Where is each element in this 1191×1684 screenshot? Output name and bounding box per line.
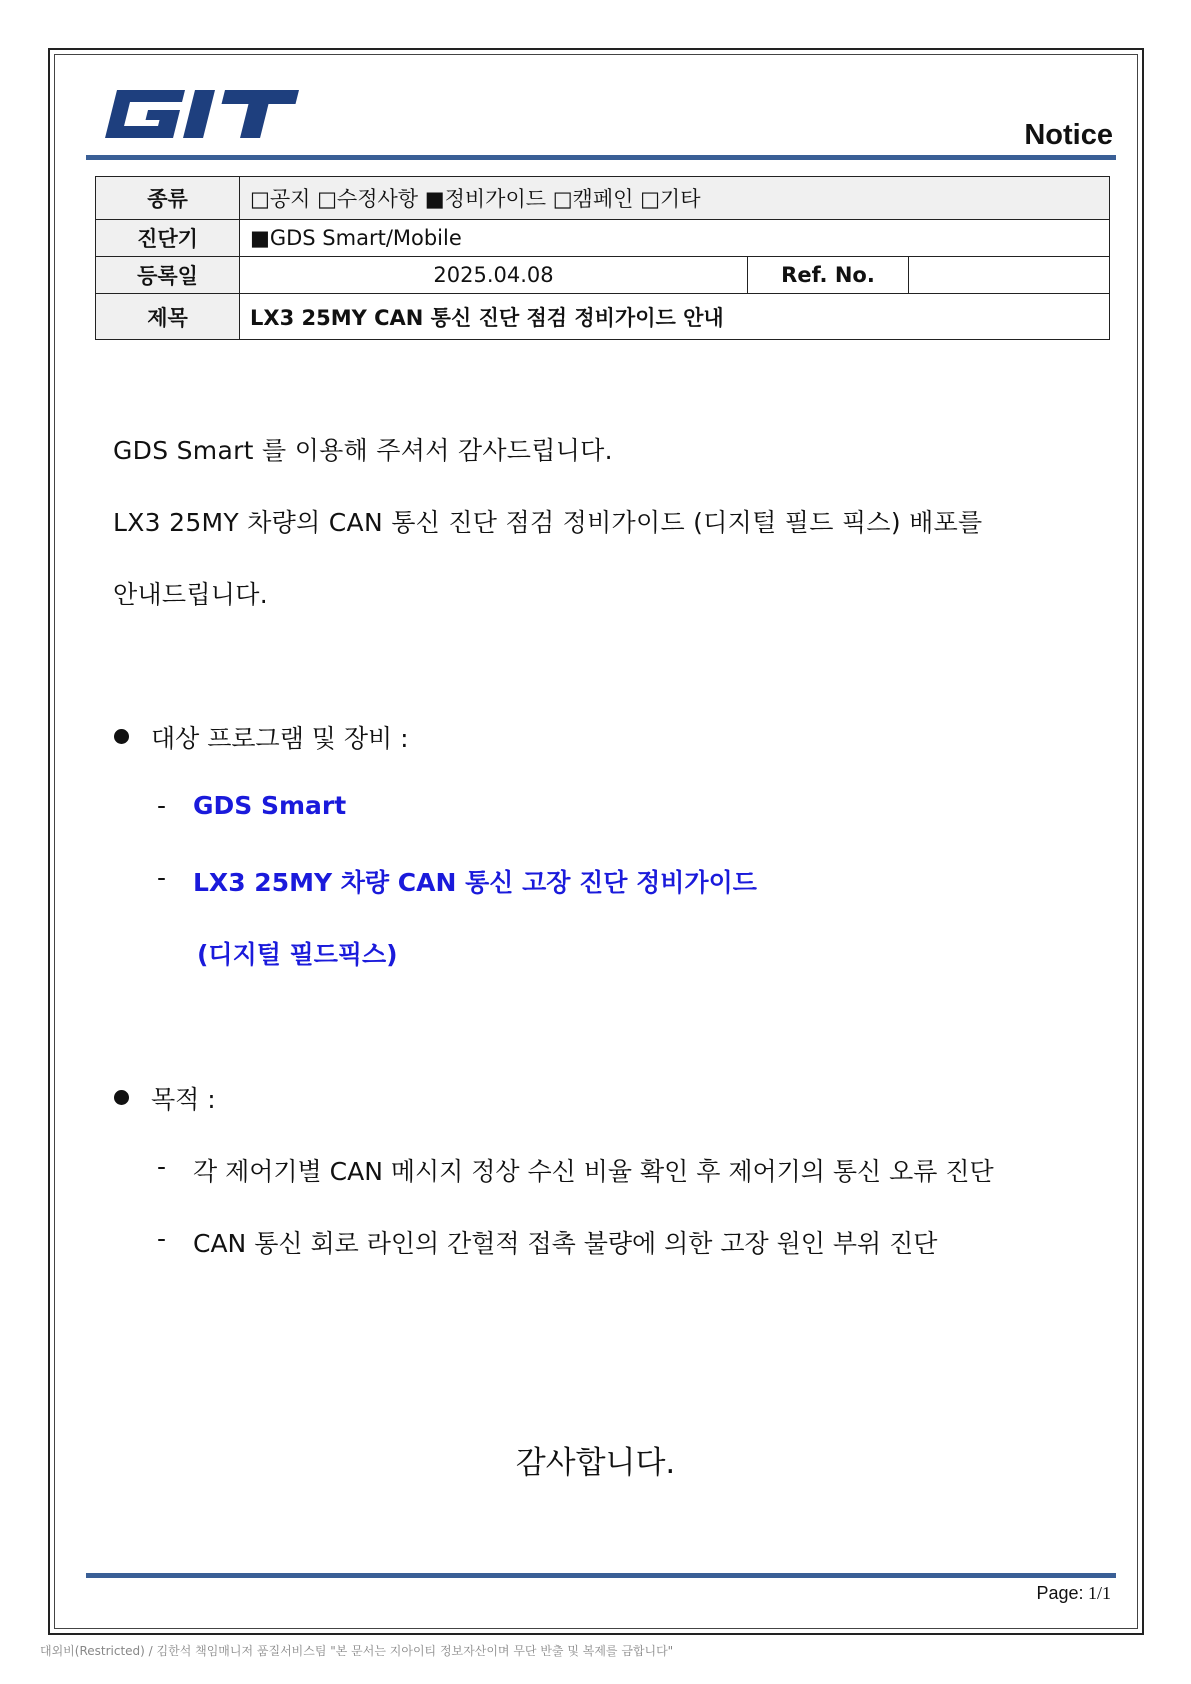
dash-icon: - (157, 1152, 167, 1181)
target-item-gds-smart: GDS Smart (193, 791, 347, 820)
target-item-fieldfix: (디지털 필드픽스) (197, 940, 398, 969)
page-number (1036, 1583, 1111, 1604)
category-value: □공지 □수정사항 ■정비가이드 □캠페인 □기타 (240, 177, 1110, 220)
info-table (95, 176, 1110, 340)
bullet-icon (114, 1090, 129, 1105)
closing-text: 감사합니다. (515, 1445, 676, 1481)
date-value: 2025.04.08 (240, 257, 748, 294)
purpose-item-1: 각 제어기별 CAN 메시지 정상 수신 비율 확인 후 제어기의 통신 오류 진단 (193, 1157, 994, 1186)
target-heading: 대상 프로그램 및 장비 : (151, 724, 409, 753)
page-value: 1/1 (1087, 1583, 1111, 1603)
date-label: 등록일 (96, 257, 240, 294)
page-label: Page: (1036, 1583, 1084, 1603)
ref-value (909, 257, 1110, 294)
device-label: 진단기 (96, 220, 240, 257)
dash-icon: - (157, 791, 167, 820)
notice-title: Notice (1024, 119, 1113, 151)
greeting-text: GDS Smart 를 이용해 주셔서 감사드립니다. (113, 436, 613, 465)
subject-label: 제목 (96, 294, 240, 340)
intro-line-1: LX3 25MY 차량의 CAN 통신 진단 점검 정비가이드 (디지털 필드 픽스) 배포를 (113, 508, 983, 537)
purpose-item-2: CAN 통신 회로 라인의 간헐적 접촉 불량에 의한 고장 원인 부위 진단 (193, 1229, 938, 1258)
dash-icon: - (157, 863, 167, 892)
purpose-heading: 목적 : (151, 1085, 216, 1114)
dash-icon: - (157, 1224, 167, 1253)
target-item-guide: LX3 25MY 차량 CAN 통신 고장 진단 정비가이드 (193, 868, 757, 897)
confidential-note: 대외비(Restricted) / 김한석 책임매니저 품질서비스팀 "본 문서는 지아이티 정보자산이며 무단 반출 및 복제를 금합니다" (40, 1644, 674, 1658)
subject-row (96, 294, 1110, 340)
device-value: ■GDS Smart/Mobile (240, 220, 1110, 257)
category-row (96, 177, 1110, 220)
category-label: 종류 (96, 177, 240, 220)
device-row (96, 220, 1110, 257)
footer-rule (86, 1573, 1116, 1578)
date-row (96, 257, 1110, 294)
intro-line-2: 안내드립니다. (113, 580, 268, 609)
ref-label: Ref. No. (748, 257, 909, 294)
subject-value: LX3 25MY CAN 통신 진단 점검 정비가이드 안내 (240, 294, 1110, 340)
git-logo (102, 86, 304, 142)
bullet-icon (114, 729, 129, 744)
header-rule (86, 155, 1116, 160)
